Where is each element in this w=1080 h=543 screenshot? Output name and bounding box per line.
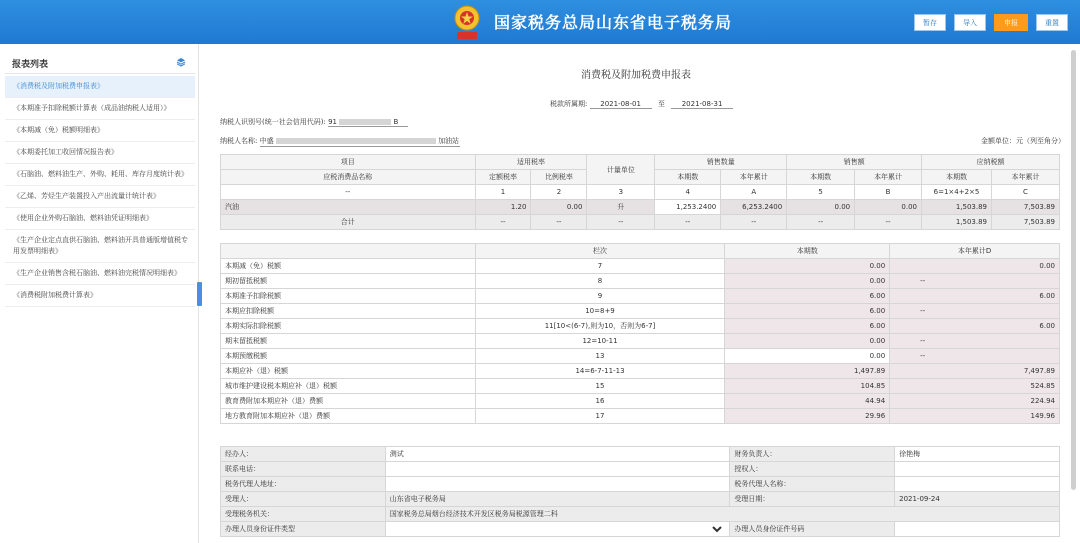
row-label: 本期应扣除税额 (221, 304, 476, 319)
period-to-label: 至 (657, 100, 665, 108)
redaction-mask (339, 119, 391, 125)
report-list (5, 76, 195, 307)
table-cell: -- (531, 215, 587, 230)
index-row (221, 185, 1060, 200)
top-header (0, 0, 1080, 44)
row-label: 期初留抵税额 (221, 274, 476, 289)
id-type-label: 办理人员身份证件类型 (221, 522, 386, 537)
taxpayer-id (220, 117, 408, 127)
row-seq: 13 (475, 349, 725, 364)
row-seq: 12=10-11 (475, 334, 725, 349)
table-cell: C (991, 185, 1059, 200)
sidebar-divider (5, 73, 195, 74)
table-row (221, 274, 1060, 289)
handler-label: 经办人： (221, 447, 386, 462)
table-cell: 2 (531, 185, 587, 200)
tax-emblem-logo (452, 3, 482, 41)
table-row (221, 492, 1060, 507)
header-tax-current: 本期数 (922, 170, 992, 185)
authorized-label: 授权人： (730, 462, 895, 477)
qty-current-input[interactable]: 1,253.2400 (655, 200, 721, 215)
row-ytd: 224.94 (890, 394, 1060, 409)
row-current: 1,497.89 (725, 364, 890, 379)
office-value: 国家税务总局烟台经济技术开发区税务局税源管理二科 (385, 507, 1059, 522)
row-current: 0.00 (725, 259, 890, 274)
taxname-field (260, 136, 460, 147)
row-label: 期末留抵税额 (221, 334, 476, 349)
tax-current-cell: 1,503.89 (922, 200, 992, 215)
row-seq: 17 (475, 409, 725, 424)
agent-address-label: 税务代理人地址： (221, 477, 386, 492)
taxname-label: 纳税人名称: (220, 137, 258, 145)
row-seq: 16 (475, 394, 725, 409)
sidebar-item-consigned-processing[interactable]: 《本期委托加工收回情况报告表》 (5, 142, 195, 164)
header-product: 应税消费品名称 (221, 170, 476, 185)
table-cell: -- (855, 215, 922, 230)
table-cell: B (855, 185, 922, 200)
receiver-value: 山东省电子税务局 (385, 492, 730, 507)
table-row (221, 507, 1060, 522)
id-type-cell (385, 522, 730, 537)
header-current: 本期数 (725, 244, 890, 259)
report-form (205, 44, 1067, 543)
header-item: 项目 (221, 155, 476, 170)
table-row (221, 289, 1060, 304)
table-row (221, 522, 1060, 537)
table-cell: -- (221, 185, 476, 200)
table-cell: 6=1×4+2×5 (922, 185, 992, 200)
sidebar-item-sales-tax-paid[interactable]: 《生产企业销售含税石脑油、燃料油完税情况明细表》 (5, 263, 195, 285)
table-row (221, 477, 1060, 492)
submit-button[interactable]: 申报 (994, 14, 1028, 31)
header-seq: 栏次 (475, 244, 725, 259)
date-label: 受理日期： (730, 492, 895, 507)
table-row (221, 319, 1060, 334)
row-label: 本期减（免）税额 (221, 259, 476, 274)
table-cell: -- (587, 215, 655, 230)
table-row (221, 349, 1060, 364)
table-row (221, 304, 1060, 319)
row-seq: 10=8+9 (475, 304, 725, 319)
layers-icon[interactable] (176, 57, 186, 67)
unit-cell: 升 (587, 200, 655, 215)
table-cell: -- (475, 215, 531, 230)
taxpayer-name (220, 136, 460, 147)
table-row (221, 462, 1060, 477)
table-cell: 1 (475, 185, 531, 200)
row-ytd: -- (890, 349, 1060, 364)
table-cell: A (721, 185, 787, 200)
redaction-mask (276, 138, 436, 144)
header-rate: 适用税率 (475, 155, 587, 170)
fixed-rate-cell: 1.20 (475, 200, 531, 215)
import-button[interactable]: 导入 (954, 14, 986, 31)
qty-ytd-cell: 6,253.2400 (721, 200, 787, 215)
table-cell: -- (721, 215, 787, 230)
vertical-scrollbar[interactable] (1071, 50, 1076, 490)
table-cell: 4 (655, 185, 721, 200)
header-qty-current: 本期数 (655, 170, 721, 185)
table-row (221, 200, 1060, 215)
row-current: 6.00 (725, 304, 890, 319)
row-label: 本期预缴税额 (221, 349, 476, 364)
table-cell: 5 (787, 185, 855, 200)
sidebar-item-deduction-calc[interactable]: 《本期准予扣除税额计算表（成品油纳税人适用）》 (5, 98, 195, 120)
sidebar-item-naphtha-monthly[interactable]: 《石脑油、燃料油生产、外购、耗用、库存月度统计表》 (5, 164, 195, 186)
agent-name-field[interactable] (895, 477, 1060, 492)
total-row (221, 215, 1060, 230)
reset-button[interactable]: 重置 (1036, 14, 1068, 31)
authorized-field[interactable] (895, 462, 1060, 477)
row-current: 29.96 (725, 409, 890, 424)
header-ytd: 本年累计D (890, 244, 1060, 259)
table-cell: -- (787, 215, 855, 230)
agent-address-field[interactable] (385, 477, 730, 492)
receiver-label: 受理人： (221, 492, 386, 507)
date-value: 2021-09-24 (895, 492, 1060, 507)
site-title: 国家税务总局山东省电子税务局 (494, 13, 733, 32)
total-tax-current: 1,503.89 (922, 215, 992, 230)
amount-current-cell: 0.00 (787, 200, 855, 215)
handler-field[interactable]: 测试 (385, 447, 730, 462)
header-amount-ytd: 本年累计 (855, 170, 922, 185)
sidebar-item-reduction-detail[interactable]: 《本期减（免）税额明细表》 (5, 120, 195, 142)
row-seq: 11[10<(6-7),则为10，否则为6-7] (475, 319, 725, 334)
row-current: 6.00 (725, 319, 890, 334)
taxid-field (328, 118, 408, 127)
amount-ytd-cell: 0.00 (855, 200, 922, 215)
sidebar-item-purchase-voucher[interactable]: 《使用企业外购石脑油、燃料油凭证明细表》 (5, 208, 195, 230)
total-tax-ytd: 7,503.89 (991, 215, 1059, 230)
table-row (221, 364, 1060, 379)
row-ytd: 524.85 (890, 379, 1060, 394)
tax-calc-table (220, 154, 1060, 230)
taxid-suffix: B (393, 118, 399, 126)
header-fixed-rate: 定额税率 (475, 170, 531, 185)
report-list-sidebar (0, 44, 199, 543)
row-seq: 8 (475, 274, 725, 289)
table-row (221, 409, 1060, 424)
taxname-prefix: 中盛 (259, 137, 274, 145)
taxname-suffix: 加油站 (438, 137, 460, 145)
row-label: 教育费附加本期应补（退）费额 (221, 394, 476, 409)
table-row (221, 447, 1060, 462)
sidebar-title: 报表列表 (12, 60, 49, 70)
row-label: 地方教育附加本期应补（退）费额 (221, 409, 476, 424)
header-tax-ytd: 本年累计 (991, 170, 1059, 185)
table-row (221, 394, 1060, 409)
row-label: 本期准予扣除税额 (221, 289, 476, 304)
finance-label: 财务负责人： (730, 447, 895, 462)
row-ytd: -- (890, 334, 1060, 349)
finance-field[interactable]: 徐艳梅 (895, 447, 1060, 462)
prepaid-tax-input[interactable]: 0.00 (725, 349, 890, 364)
row-seq: 7 (475, 259, 725, 274)
agent-name-label: 税务代理人名称： (730, 477, 895, 492)
taxid-label: 纳税人识别号(统一社会信用代码): (220, 118, 326, 126)
table-cell: -- (655, 215, 721, 230)
row-ytd: 149.96 (890, 409, 1060, 424)
sidebar-item-surcharge-calc[interactable]: 《消费税附加税费计算表》 (5, 285, 195, 307)
phone-field[interactable] (385, 462, 730, 477)
header-blank (221, 244, 476, 259)
header-ratio-rate: 比例税率 (531, 170, 587, 185)
office-label: 受理税务机关： (221, 507, 386, 522)
sidebar-item-ethylene-flow[interactable]: 《乙烯、芳烃生产装置投入产出流量计统计表》 (5, 186, 195, 208)
header-amount-current: 本期数 (787, 170, 855, 185)
row-ytd: 0.00 (890, 259, 1060, 274)
row-seq: 14=6-7-11-13 (475, 364, 725, 379)
total-label: 合计 (221, 215, 476, 230)
row-current: 0.00 (725, 274, 890, 289)
row-ytd: 7,497.89 (890, 364, 1060, 379)
form-title: 消费税及附加税费申报表 (581, 70, 691, 81)
row-seq: 9 (475, 289, 725, 304)
row-ytd: -- (890, 304, 1060, 319)
id-type-select[interactable] (390, 523, 726, 535)
deduction-table (220, 243, 1060, 424)
table-row (221, 259, 1060, 274)
period-label: 税款所属期: (550, 100, 588, 108)
table-row (221, 379, 1060, 394)
header-unit: 计量单位 (587, 155, 655, 185)
amount-unit-note: 金额单位：元（列至角分） (981, 137, 1065, 145)
row-ytd: 6.00 (890, 289, 1060, 304)
row-seq: 15 (475, 379, 725, 394)
id-number-label: 办理人员身份证件号码 (730, 522, 895, 537)
row-current: 0.00 (725, 334, 890, 349)
tax-ytd-cell: 7,503.89 (991, 200, 1059, 215)
header-qty-ytd: 本年累计 (721, 170, 787, 185)
table-cell: 3 (587, 185, 655, 200)
row-label: 本期应补（退）税额 (221, 364, 476, 379)
period-start-field[interactable]: 2021-08-01 (590, 100, 652, 109)
row-ytd: 6.00 (890, 319, 1060, 334)
save-draft-button[interactable]: 暂存 (914, 14, 946, 31)
sidebar-item-main-report[interactable]: 《消费税及附加税费申报表》 (5, 76, 195, 98)
header-tax: 应纳税额 (922, 155, 1060, 170)
period-end-field[interactable]: 2021-08-31 (671, 100, 733, 109)
row-ytd: -- (890, 274, 1060, 289)
sidebar-item-direct-supply-invoice[interactable]: 《生产企业定点直供石脑油、燃料油开具普通版增值税专用发票明细表》 (5, 230, 195, 263)
row-current: 6.00 (725, 289, 890, 304)
header-amount: 销售额 (787, 155, 922, 170)
table-row (221, 334, 1060, 349)
row-label: 本期实际扣除税额 (221, 319, 476, 334)
sidebar-collapse-handle[interactable] (197, 282, 202, 306)
row-current: 104.85 (725, 379, 890, 394)
row-label: 城市维护建设税本期应补（退）税额 (221, 379, 476, 394)
header-qty: 销售数量 (655, 155, 787, 170)
ratio-rate-cell: 0.00 (531, 200, 587, 215)
row-current: 44.94 (725, 394, 890, 409)
phone-label: 联系电话： (221, 462, 386, 477)
tax-period (550, 99, 733, 109)
product-name-cell[interactable]: 汽油 (221, 200, 476, 215)
signature-table (220, 446, 1060, 537)
id-number-field[interactable] (895, 522, 1060, 537)
taxid-value: 91 (328, 118, 337, 126)
